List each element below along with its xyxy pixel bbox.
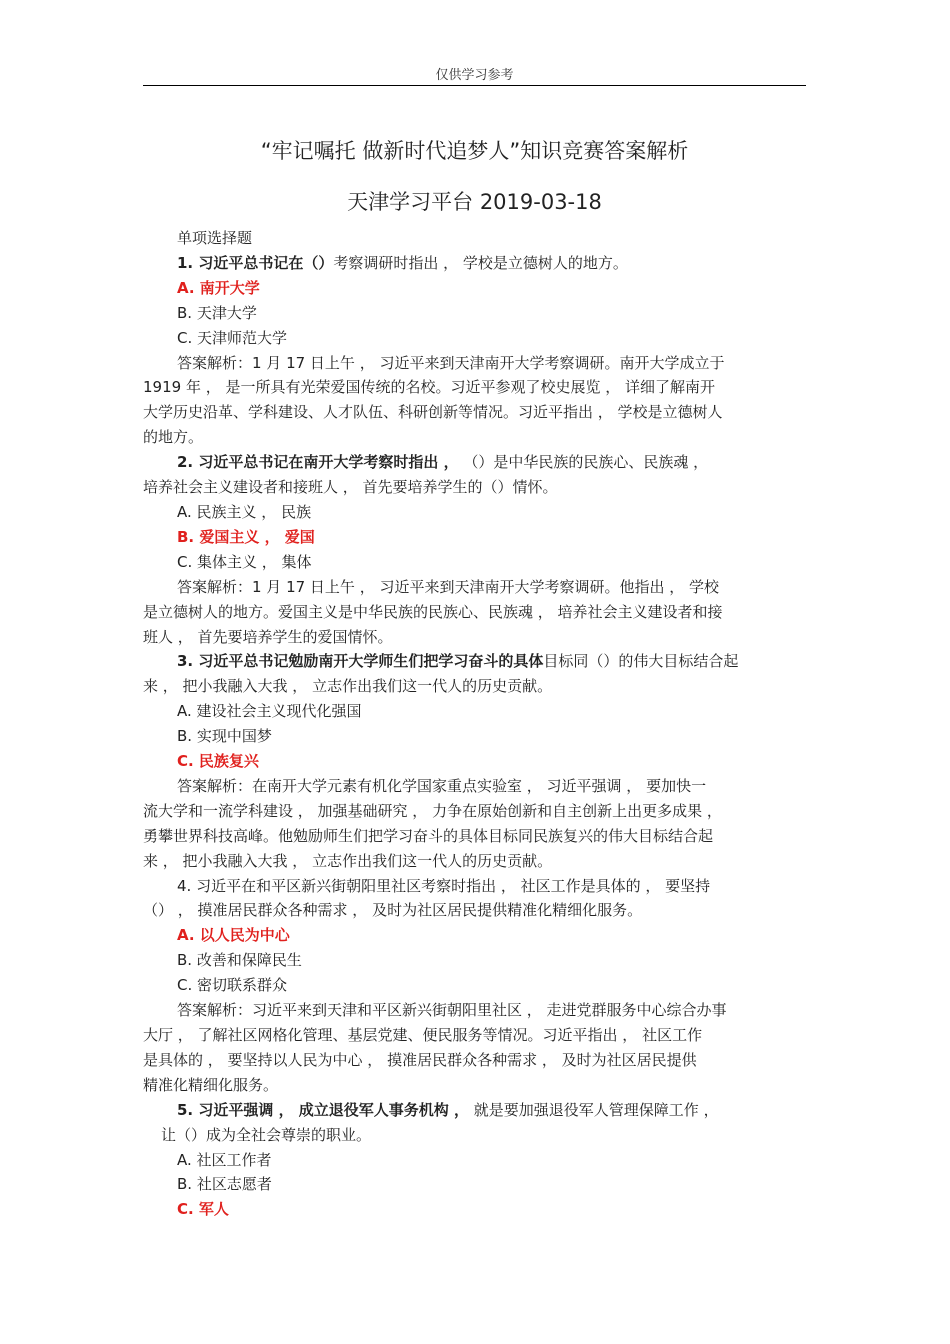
question-5-continued: 让（）成为全社会尊崇的职业。 <box>161 1125 372 1144</box>
page-header: 仅供学习参考 <box>435 68 514 83</box>
question-3-label: 3. 习近平总书记勉励南开大学师生们把学习奋斗的具体 <box>177 652 544 671</box>
q5-option-b: B. 社区志愿者 <box>177 1175 272 1194</box>
q3-option-a: A. 建设社会主义现代化强国 <box>177 702 362 721</box>
q2-explanation-line: 是立德树人的地方。爱国主义是中华民族的民族心、民族魂 ， 培养社会主义建设者和接 <box>143 602 723 621</box>
question-5-label: 5. 习近平强调 ， 成立退役军人事务机构 ， <box>177 1100 470 1119</box>
q2-option-b: B. 爱国主义 ， 爱国 <box>177 527 315 546</box>
question-2-text: （）是中华民族的民族心、民族魂 ， <box>458 453 709 472</box>
question-4: 4. 习近平在和平区新兴街朝阳里社区考察时指出 ， 社区工作是具体的 ， 要坚持 <box>177 876 711 895</box>
question-2 <box>143 450 807 475</box>
q1-explanation-line: 答案解析：1 月 17 日上午 ， 习近平来到天津南开大学考察调研。南开大学成立于 <box>177 353 725 372</box>
q2-explanation-line: 班人 ， 首先要培养学生的爱国情怀。 <box>143 627 393 646</box>
q1-explanation-line: 大学历史沿革、学科建设、人才队伍、科研创新等情况。习近平指出 ， 学校是立德树人 <box>143 403 723 422</box>
q1-option-b: B. 天津大学 <box>177 303 257 322</box>
q3-option-b: B. 实现中国梦 <box>177 727 272 746</box>
question-5 <box>143 1098 807 1123</box>
question-1 <box>143 251 807 276</box>
q3-explanation-line: 答案解析：在南开大学元素有机化学国家重点实验室 ， 习近平强调 ， 要加快一 <box>177 776 707 795</box>
q4-option-c: C. 密切联系群众 <box>177 976 288 995</box>
q4-explanation-line: 精准化精细化服务。 <box>143 1075 279 1094</box>
q1-explanation-line: 1919 年 ， 是一所具有光荣爱国传统的名校。习近平参观了校史展览 ， 详细了解南开 <box>143 378 716 397</box>
question-5-text: 就是要加强退役军人管理保障工作 ， <box>469 1100 719 1119</box>
section-heading: 单项选择题 <box>177 229 253 247</box>
q3-explanation-line: 来 ， 把小我融入大我 ， 立志作出我们这一代人的历史贡献。 <box>143 851 553 870</box>
doc-subtitle: 天津学习平台 2019-03-18 <box>347 190 602 214</box>
question-1-text: 考察调研时指出 ， 学校是立德树人的地方。 <box>333 253 628 272</box>
question-3-text: 目标同（）的伟大目标结合起 <box>543 652 739 671</box>
q4-explanation-line: 答案解析：习近平来到天津和平区新兴街朝阳里社区 ， 走进党群服务中心综合办事 <box>177 1001 727 1020</box>
q3-option-c: C. 民族复兴 <box>177 752 259 771</box>
q2-option-a: A. 民族主义 ， 民族 <box>177 502 312 521</box>
q4-explanation-line: 是具体的 ， 要坚持以人民为中心 ， 摸准居民群众各种需求 ， 及时为社区居民提供 <box>143 1050 697 1069</box>
question-4-continued: （） ， 摸准居民群众各种需求 ， 及时为社区居民提供精准化精细化服务。 <box>143 901 643 920</box>
q5-option-a: A. 社区工作者 <box>177 1150 272 1169</box>
question-2-label: 2. 习近平总书记在南开大学考察时指出 ， <box>177 453 459 472</box>
q1-option-a: A. 南开大学 <box>177 278 260 297</box>
q4-option-b: B. 改善和保障民生 <box>177 951 302 970</box>
q4-option-a: A. 以人民为中心 <box>177 926 290 945</box>
q3-explanation-line: 流大学和一流学科建设 ， 加强基础研究 ， 力争在原始创新和自主创新上出更多成果 ， <box>143 801 722 820</box>
q2-option-c: C. 集体主义 ， 集体 <box>177 552 312 571</box>
question-3 <box>143 649 807 674</box>
q3-explanation-line: 勇攀世界科技高峰。他勉励师生们把学习奋斗的具体目标同民族复兴的伟大目标结合起 <box>143 826 714 845</box>
q2-explanation-line: 答案解析：1 月 17 日上午 ， 习近平来到天津南开大学考察调研。他指出 ， 学校 <box>177 577 720 596</box>
doc-title: “牢记嘱托 做新时代追梦人”知识竞赛答案解析 <box>260 139 689 163</box>
header-rule <box>143 85 806 86</box>
q4-explanation-line: 大厅 ， 了解社区网格化管理、基层党建、便民服务等情况。习近平指出 ， 社区工作 <box>143 1026 703 1044</box>
question-3-continued: 来 ， 把小我融入大我 ， 立志作出我们这一代人的历史贡献。 <box>143 677 553 696</box>
doc-body <box>143 226 807 1222</box>
q5-option-c: C. 军人 <box>177 1200 229 1219</box>
question-2-continued: 培养社会主义建设者和接班人 ， 首先要培养学生的（）情怀。 <box>143 478 558 497</box>
question-1-label: 1. 习近平总书记在（） <box>177 253 334 272</box>
q1-option-c: C. 天津师范大学 <box>177 328 288 347</box>
q1-explanation-line: 的地方。 <box>143 428 204 447</box>
